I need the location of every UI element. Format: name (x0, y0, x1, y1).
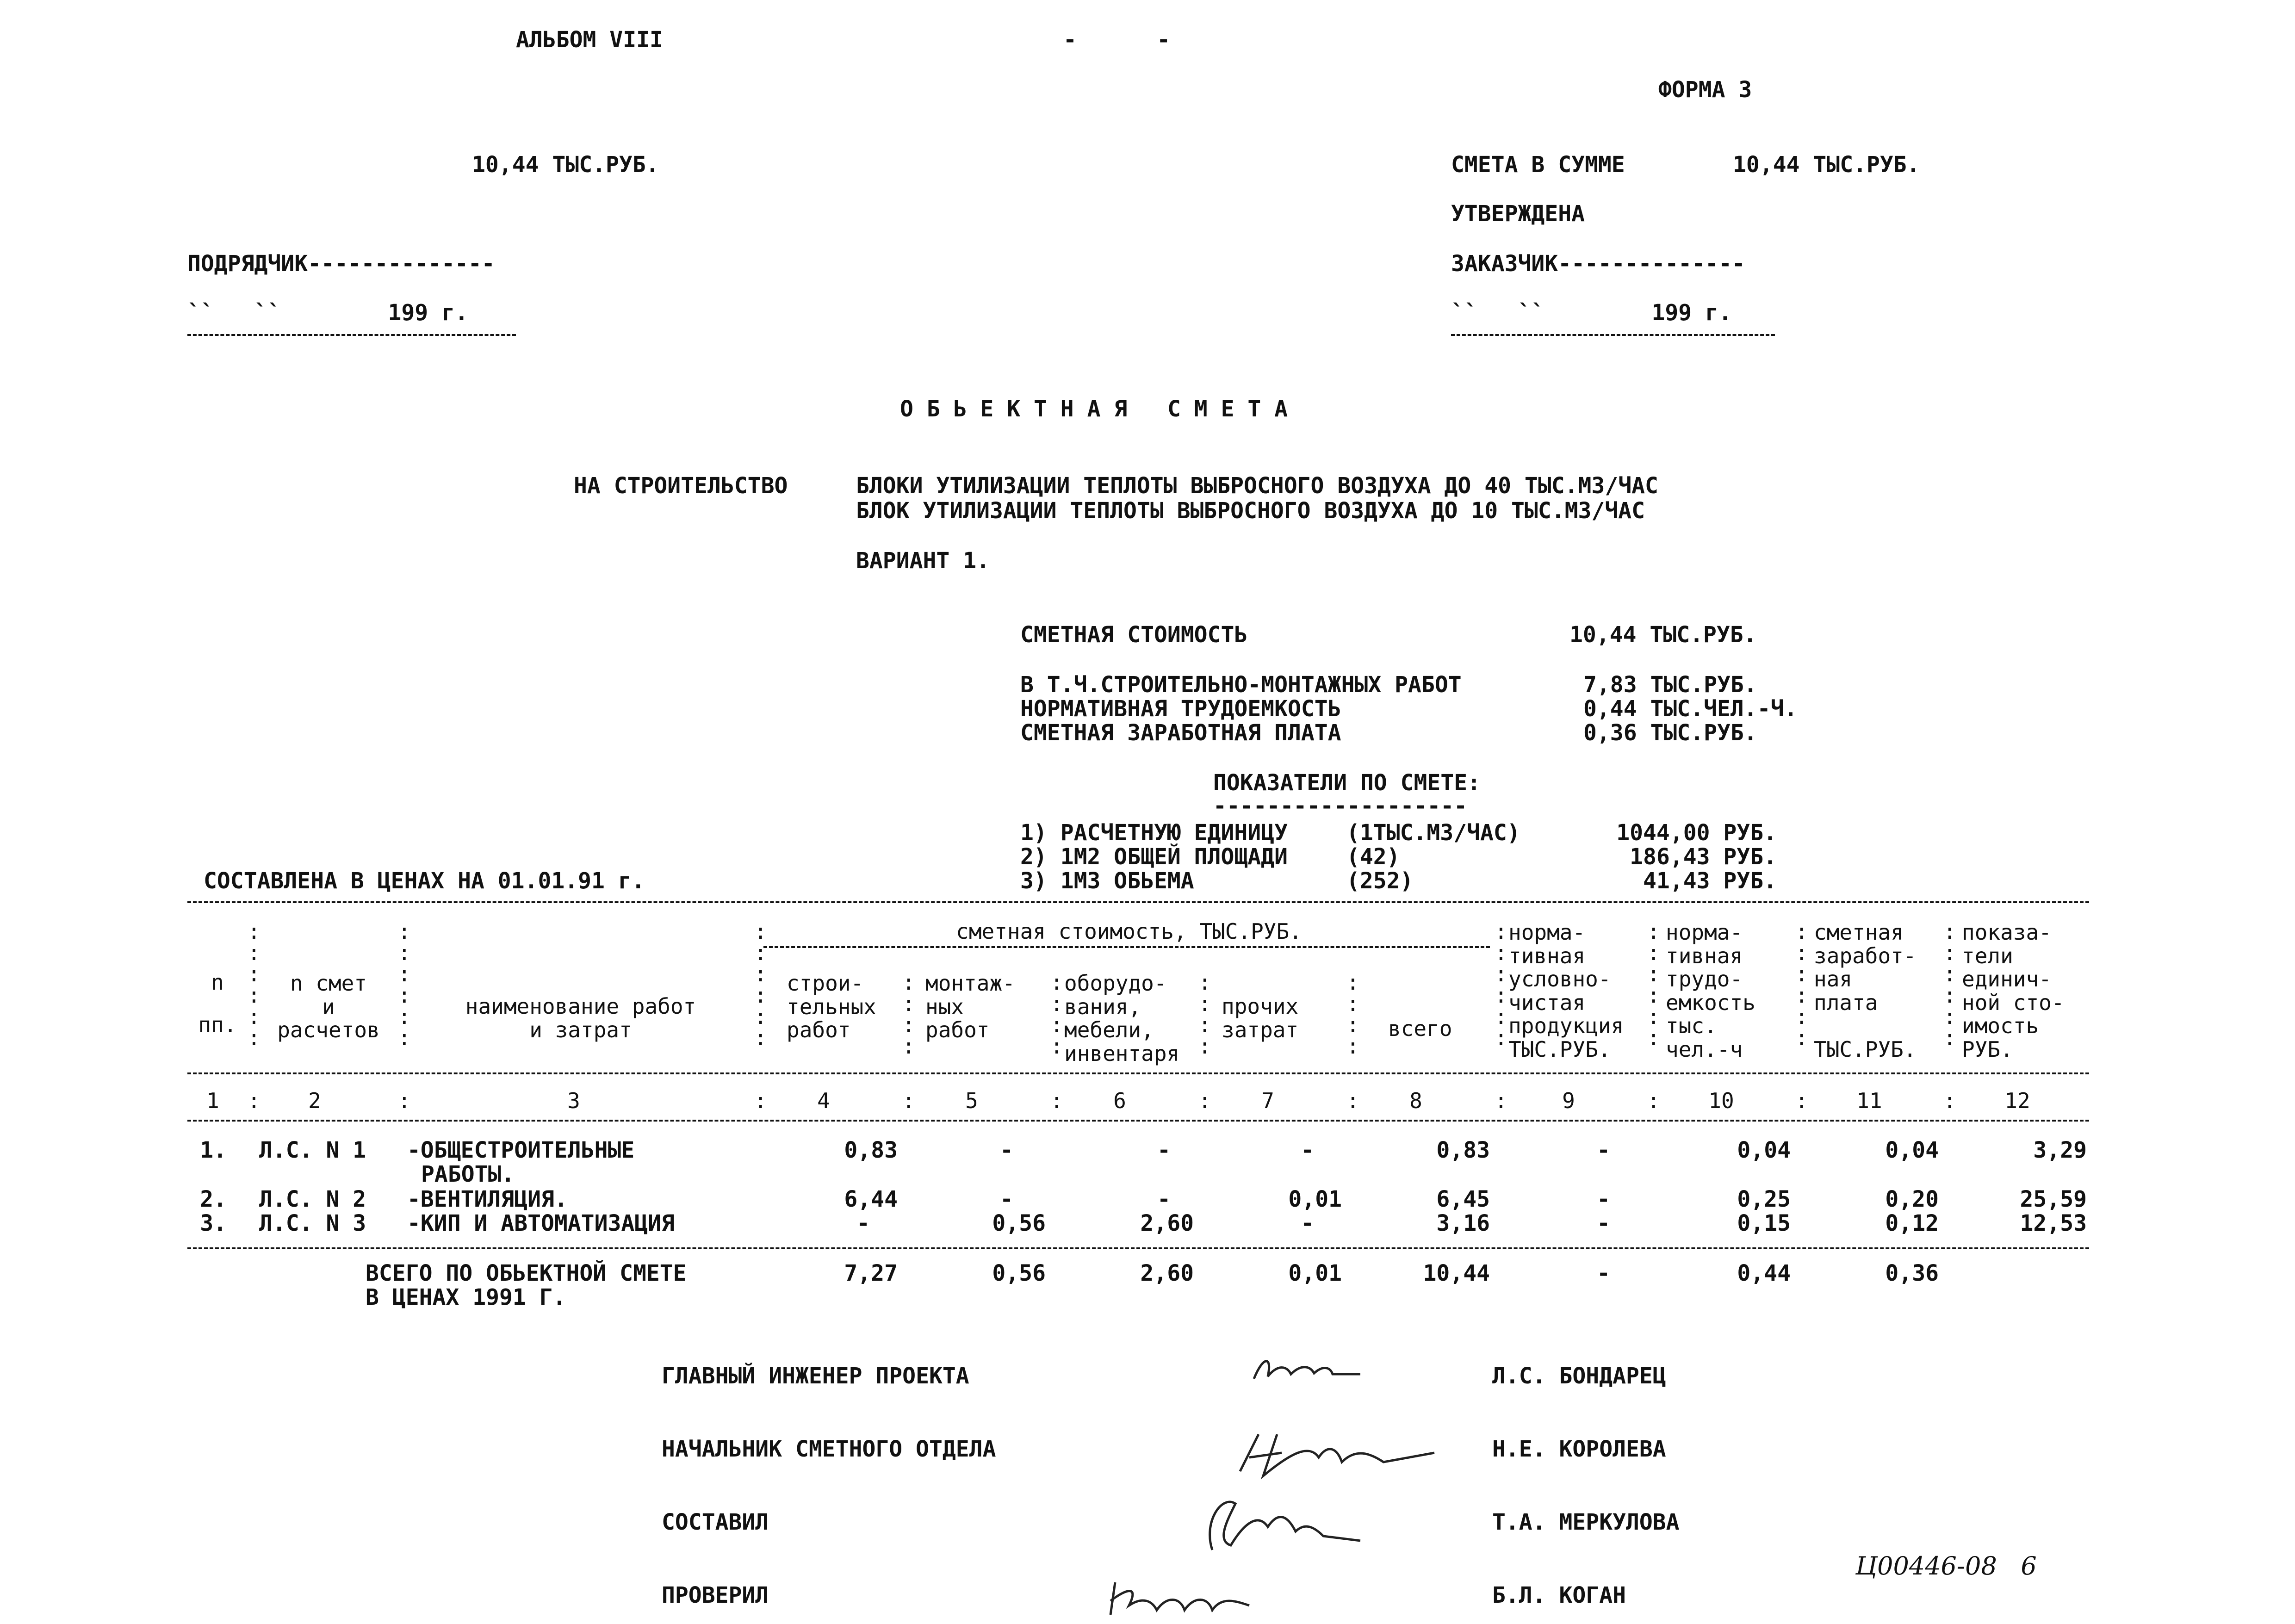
form-label: ФОРМА 3 (1658, 77, 1752, 103)
right-sum-value: 10,44 ТЫС.РУБ. (1733, 152, 1920, 178)
customer-line: ЗАКАЗЧИК-------------- (1451, 251, 1745, 277)
construction-label: НА СТРОИТЕЛЬСТВО (574, 473, 788, 499)
col-header-3: наименование работ и затрат (465, 994, 696, 1042)
archive-stamp: Ц00446-08 6 (1855, 1551, 2037, 1581)
right-date: `` `` 199 г. (1451, 300, 1732, 326)
wage-label: СМЕТНАЯ ЗАРАБОТНАЯ ПЛАТА (1020, 720, 1341, 746)
construction-works-label: В Т.Ч.СТРОИТЕЛЬНО-МОНТАЖНЫХ РАБОТ (1020, 672, 1462, 698)
col-number: 1 (206, 1088, 219, 1113)
col-number: 5 (965, 1088, 978, 1113)
col-number: 6 (1113, 1088, 1126, 1113)
col-number: 3 (567, 1088, 580, 1113)
col-number: 8 (1409, 1088, 1422, 1113)
col-header-1: n пп. (198, 970, 237, 1037)
col-number: 12 (2004, 1088, 2030, 1113)
left-date-rule (187, 334, 516, 336)
indicator-label: 2) 1М2 ОБЩЕЙ ПЛОЩАДИ (1020, 844, 1288, 870)
col-number: 10 (1708, 1088, 1734, 1113)
indicator-unit: (252) (1346, 868, 1414, 894)
approved-label: УТВЕРЖДЕНА (1451, 201, 1585, 227)
left-sum: 10,44 ТЫС.РУБ. (472, 152, 659, 178)
handwritten-signature-3 (1185, 1485, 1397, 1555)
signature-role: НАЧАЛЬНИК СМЕТНОГО ОТДЕЛА (662, 1436, 996, 1462)
contractor-line: ПОДРЯДЧИК-------------- (187, 251, 495, 277)
document-title: О Б Ь Е К Т Н А Я С М Е Т А (900, 396, 1288, 422)
col-number: 4 (817, 1088, 830, 1113)
col-number: 9 (1562, 1088, 1575, 1113)
table-top-rule (187, 901, 2089, 903)
col-number: 11 (1856, 1088, 1882, 1113)
col-number: 7 (1261, 1088, 1274, 1113)
header-dashes: - - (1063, 27, 1171, 53)
col-number: 2 (308, 1088, 321, 1113)
indicator-unit: (42) (1346, 844, 1400, 870)
variant-label: ВАРИАНТ 1. (856, 548, 990, 574)
indicator-value: 186,43 РУБ. (1630, 844, 1777, 870)
right-sum-label: СМЕТА В СУММЕ (1451, 152, 1625, 178)
rows-bottom-rule (187, 1247, 2089, 1249)
col-header-4: строи- тельных работ (787, 971, 876, 1043)
indicators-title: ПОКАЗАТЕЛИ ПО СМЕТЕ: (1213, 770, 1481, 796)
col-header-11: сметная заработ- ная плата ТЫС.РУБ. (1814, 920, 1917, 1062)
construction-line-2: БЛОК УТИЛИЗАЦИИ ТЕПЛОТЫ ВЫБРОСНОГО ВОЗДУХА ДО 10 ТЫС.М3/ЧАС (856, 498, 1645, 524)
handwritten-signature-2 (1231, 1425, 1453, 1485)
signature-name: Б.Л. КОГАН (1492, 1582, 1626, 1608)
numbers-bottom-rule (187, 1120, 2089, 1122)
col-header-8: всего (1388, 1016, 1452, 1041)
handwritten-signature-1 (1249, 1351, 1379, 1393)
indicator-value: 1044,00 РУБ. (1616, 820, 1777, 846)
indicator-value: 41,43 РУБ. (1643, 868, 1777, 894)
construction-works-value: 7,83 ТЫС.РУБ. (1583, 672, 1757, 698)
signature-name: Л.С. БОНДАРЕЦ (1492, 1363, 1666, 1389)
construction-line-1: БЛОКИ УТИЛИЗАЦИИ ТЕПЛОТЫ ВЫБРОСНОГО ВОЗДУХА ДО 40 ТЫС.М3/ЧАС (856, 473, 1658, 499)
header-bottom-rule (187, 1072, 2089, 1074)
indicator-label: 1) РАСЧЕТНУЮ ЕДИНИЦУ (1020, 820, 1288, 846)
col-header-12: показа- тели единич- ной сто- имость РУБ. (1962, 920, 2065, 1062)
indicator-unit: (1ТЫС.М3/ЧАС) (1346, 820, 1520, 846)
group-header: сметная стоимость, ТЫС.РУБ. (956, 919, 1302, 944)
wage-value: 0,36 ТЫС.РУБ. (1583, 720, 1757, 746)
col-header-9: норма- тивная условно- чистая продукция ТЫС.РУБ. (1508, 920, 1624, 1062)
labor-intensity-label: НОРМАТИВНАЯ ТРУДОЕМКОСТЬ (1020, 696, 1341, 722)
signature-role: ГЛАВНЫЙ ИНЖЕНЕР ПРОЕКТА (662, 1363, 969, 1389)
estimated-cost-label: СМЕТНАЯ СТОИМОСТЬ (1020, 622, 1248, 648)
indicator-label: 3) 1М3 ОБЬЕМА (1020, 868, 1194, 894)
right-date-rule (1451, 334, 1775, 336)
estimated-cost-value: 10,44 ТЫС.РУБ. (1569, 622, 1757, 648)
col-header-6: оборудо- вания, мебели, инвентаря (1064, 971, 1180, 1066)
group-header-rule (763, 946, 1490, 948)
handwritten-signature-4 (1101, 1568, 1296, 1624)
col-header-5: монтаж- ных работ (925, 971, 1015, 1043)
album-label: АЛЬБОМ VIII (516, 27, 663, 53)
col-header-7: прочих затрат (1222, 994, 1299, 1042)
indicators-underline: ------------------- (1213, 793, 1468, 819)
signature-name: Н.Е. КОРОЛЕВА (1492, 1436, 1666, 1462)
signature-name: Т.А. МЕРКУЛОВА (1492, 1509, 1680, 1535)
col-header-10: норма- тивная трудо- емкость тыс. чел.-ч (1666, 920, 1755, 1062)
labor-intensity-value: 0,44 ТЫС.ЧЕЛ.-Ч. (1583, 696, 1798, 722)
left-date: `` `` 199 г. (187, 300, 468, 326)
prices-note: СОСТАВЛЕНА В ЦЕНАХ НА 01.01.91 г. (204, 868, 645, 894)
signature-role: ПРОВЕРИЛ (662, 1582, 769, 1608)
col-header-2: n смет и расчетов (277, 971, 380, 1043)
signature-role: СОСТАВИЛ (662, 1509, 769, 1535)
